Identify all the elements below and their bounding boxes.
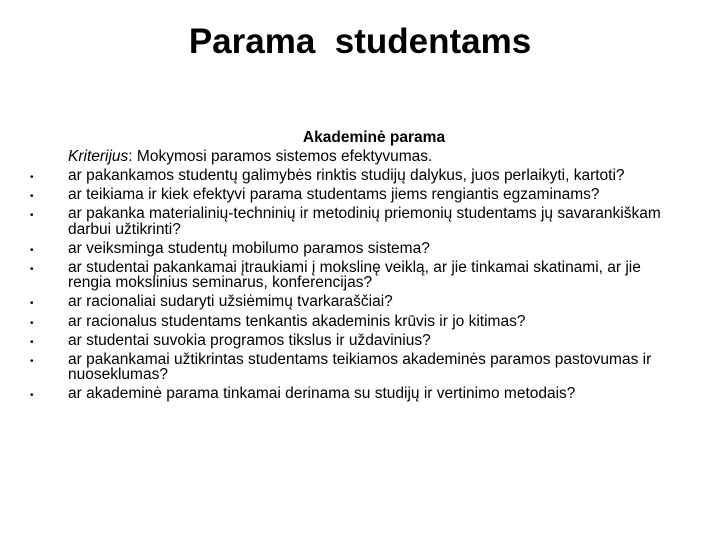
section-subheading: Akademinė parama — [302, 129, 446, 146]
list-item-text: ar pakankamos studentų galimybės rinktis studijų dalykus, juos perlaikyti, kartoti? — [68, 167, 625, 184]
list-item-text: ar studentai pakankamai įtraukiami į mokslinę veiklą, ar jie tinkamai skatinami, ar jie rengia mokslinius seminarus, konferencijas? — [68, 258, 641, 292]
slide-content — [30, 129, 668, 403]
criteria-text: : Mokymosi paramos sistemos efektyvumas. — [128, 148, 433, 165]
list-item — [30, 312, 668, 331]
list-item-text: ar racionaliai sudaryti užsiėmimų tvarkaraščiai? — [68, 293, 393, 311]
bullet-icon: • — [30, 355, 34, 367]
list-item — [30, 350, 668, 385]
bullet-icon: • — [30, 210, 34, 222]
list-item-text: ar pakanka materialinių-techninių ir metodinių priemonių studentams jų savarankiškam darbui užtikrinti? — [68, 205, 661, 238]
list-item-text: ar pakankamai užtikrintas studentams teikiamos akademinės paramos pastovumas ir nuoseklumas? — [68, 350, 652, 384]
list-item — [30, 204, 668, 239]
list-item-text: ar racionalus studentams tenkantis akademinis krūvis ir jo kitimas? — [68, 312, 526, 330]
list-item — [30, 185, 668, 204]
list-item — [30, 384, 668, 403]
criteria-line — [68, 147, 668, 166]
slide-title: Parama studentams — [188, 22, 532, 61]
bullet-icon: • — [30, 172, 34, 183]
list-item — [30, 331, 668, 350]
bullet-icon: • — [30, 317, 34, 329]
criteria-label: Kriterijus — [68, 148, 129, 165]
list-item — [30, 166, 668, 185]
list-item-text: ar akademinė parama tinkamai derinama su studijų ir vertinimo metodais? — [68, 385, 576, 403]
bullet-icon: • — [30, 390, 34, 402]
list-item — [30, 258, 668, 293]
criteria-question-list — [30, 166, 668, 403]
bullet-icon: • — [30, 298, 34, 310]
list-item-text: ar veiksminga studentų mobilumo paramos sistema? — [68, 239, 430, 257]
list-item — [30, 239, 668, 258]
bullet-icon: • — [30, 191, 34, 203]
list-item-text: ar studentai suvokia programos tikslus ir uždavinius? — [68, 331, 431, 349]
list-item — [30, 292, 668, 311]
bullet-icon: • — [30, 336, 34, 348]
list-item-text: ar teikiama ir kiek efektyvi parama studentams jiems rengiantis egzaminams? — [68, 186, 600, 204]
bullet-icon: • — [30, 244, 34, 256]
bullet-icon: • — [30, 263, 34, 275]
